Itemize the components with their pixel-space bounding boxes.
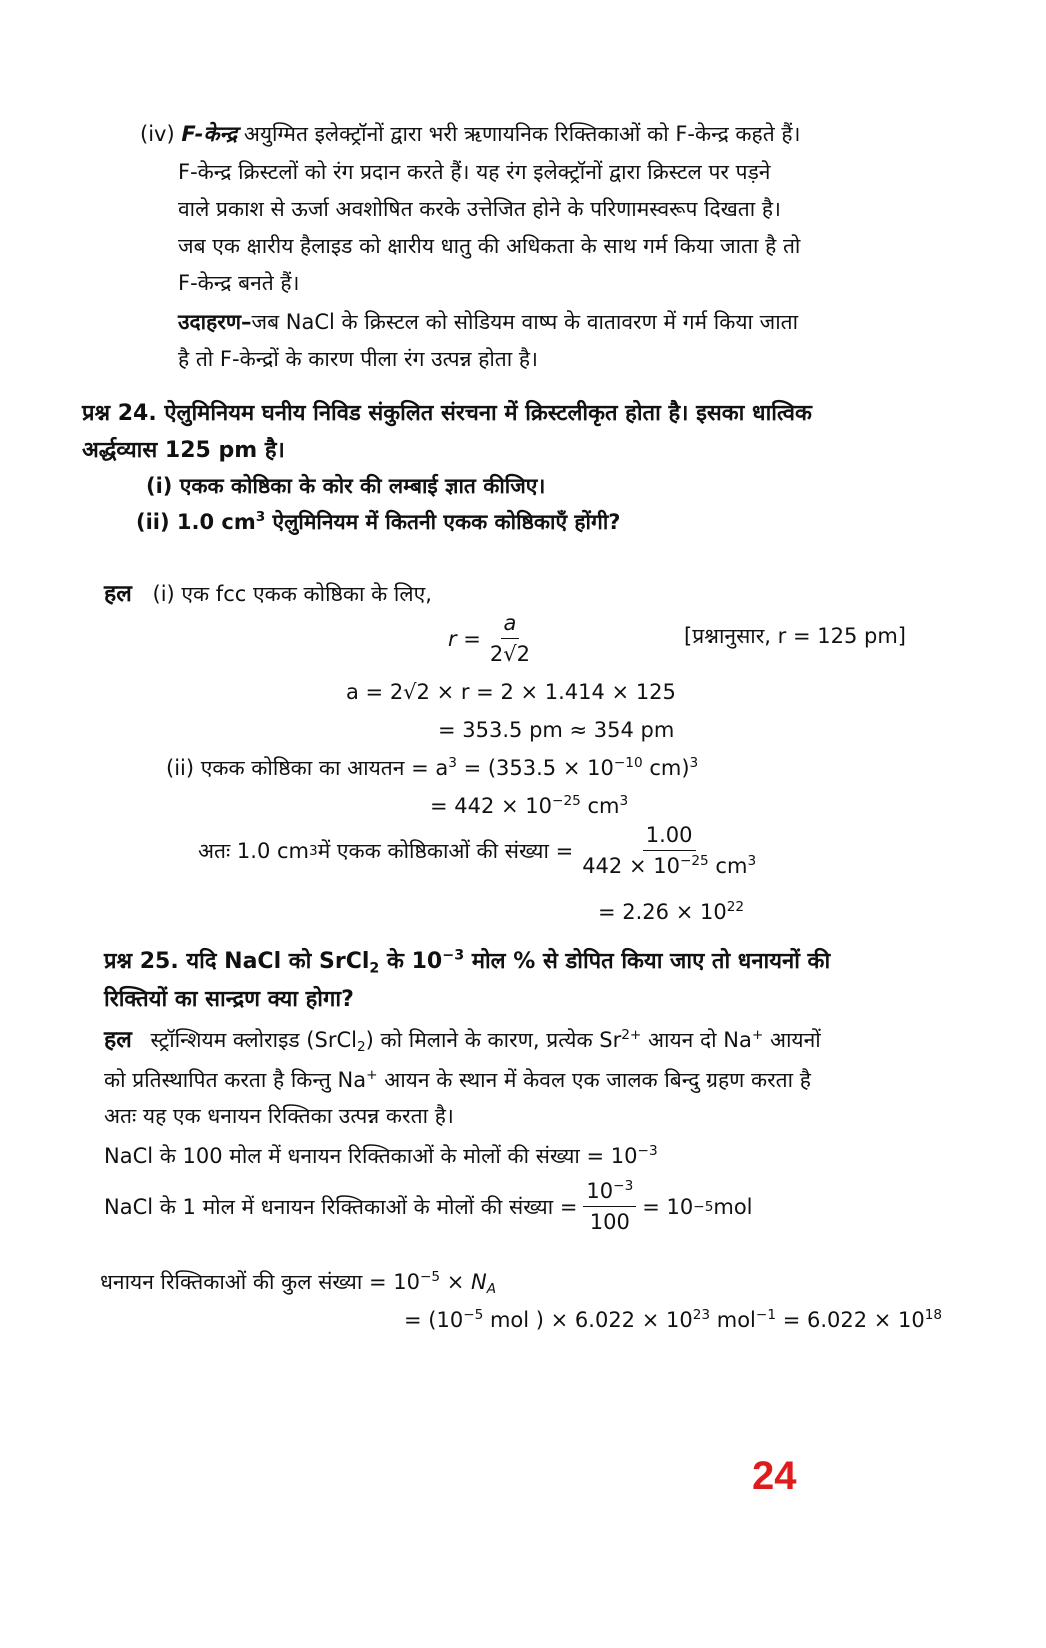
q25-text-a: यदि NaCl को SrCl bbox=[178, 949, 370, 974]
vol-a: (ii) एकक कोष्ठिका का आयतन = a bbox=[166, 756, 449, 780]
sol25-l1-a: स्ट्रॉन्शियम क्लोराइड (SrCl bbox=[150, 1028, 357, 1052]
q25-sub: 2 bbox=[369, 960, 380, 977]
sol24-number-result bbox=[598, 898, 744, 926]
vol2-d: 3 bbox=[619, 792, 629, 809]
q25-line-1 bbox=[104, 948, 830, 976]
sol24-volume-line bbox=[166, 754, 698, 782]
sol24-a-equation: a = 2√2 × r = 2 × 1.414 × 125 bbox=[346, 680, 676, 704]
iv-label: (iv) bbox=[140, 122, 175, 146]
example-text: जब NaCl के क्रिस्टल को सोडियम वाष्प के वातावरण में गर्म किया जाता bbox=[251, 310, 799, 334]
sol24-r-equation bbox=[448, 608, 533, 669]
q24-line-2: अर्द्धव्यास 125 pm है। bbox=[82, 438, 285, 463]
n-den-b: −25 bbox=[679, 852, 709, 869]
n-res-a: = 2.26 × 10 bbox=[598, 900, 727, 924]
sol25-l7-a: = (10 bbox=[404, 1308, 464, 1332]
iv-line-4: जब एक क्षारीय हैलाइड को क्षारीय धातु की अधिकता के साथ गर्म किया जाता है तो bbox=[178, 234, 801, 258]
example-label: उदाहरण– bbox=[178, 310, 252, 334]
sol25-l7-c: mol bbox=[710, 1308, 756, 1332]
sol25-l1-sup2: + bbox=[751, 1026, 764, 1043]
n-denominator bbox=[579, 851, 759, 881]
q24-label: प्रश्न 24. bbox=[82, 401, 157, 426]
n-res-b: 22 bbox=[726, 898, 745, 915]
vol-c: = (353.5 × 10 bbox=[456, 756, 614, 780]
vol2-a: = 442 × 10 bbox=[430, 794, 553, 818]
sol25-frac-num-b: −3 bbox=[613, 1177, 634, 1194]
sol25-line-7 bbox=[404, 1306, 942, 1334]
q25-sup: −3 bbox=[442, 947, 465, 964]
sol25-l7-d: = 6.022 × 10 bbox=[776, 1308, 925, 1332]
iv-line-3: वाले प्रकाश से ऊर्जा अवशोषित करके उत्तेजित होने के परिणामस्वरूप दिखता है। bbox=[178, 197, 782, 221]
q24-line-1 bbox=[82, 400, 812, 428]
sol25-l7-s3: −1 bbox=[755, 1306, 777, 1323]
sol24-condition: [प्रश्नानुसार, r = 125 pm] bbox=[684, 624, 906, 648]
q24-part-2-sup: 3 bbox=[255, 508, 266, 525]
sol25-line-4 bbox=[104, 1142, 658, 1170]
sol25-l7-b: mol ) × 6.022 × 10 bbox=[483, 1308, 693, 1332]
n-a: अतः 1.0 cm bbox=[198, 838, 310, 863]
q24-part-2-a: (ii) 1.0 cm bbox=[136, 510, 256, 534]
iv-line-2: F-केन्द्र क्रिस्टलों को रंग प्रदान करते हैं। यह रंग इलेक्ट्रॉनों द्वारा क्रिस्टल पर पड़ने bbox=[178, 160, 771, 184]
sol25-l1-sub: 2 bbox=[356, 1039, 366, 1056]
n-den-a: 442 × 10 bbox=[582, 854, 680, 878]
sol25-l2-sup: + bbox=[366, 1066, 378, 1083]
n-den-d: 3 bbox=[747, 852, 757, 869]
sol25-l1-c: आयन दो Na bbox=[641, 1028, 752, 1052]
iv-example-line-1 bbox=[178, 308, 798, 336]
iv-heading: F-केन्द्र bbox=[181, 122, 238, 146]
sol25-l5-b: = 10 bbox=[642, 1194, 694, 1219]
q24-text: ऐलुमिनियम घनीय निविड संकुलित संरचना में क्रिस्टलीकृत होता है। इसका धात्विक bbox=[164, 401, 812, 426]
sol25-l4-a: NaCl के 100 मोल में धनायन रिक्तिकाओं के मोलों की संख्या = 10 bbox=[104, 1144, 638, 1168]
q25-text-c: मोल % से डोपित किया जाए तो धनायनों की bbox=[464, 949, 831, 974]
q24-part-2 bbox=[136, 508, 620, 536]
sol25-l7-s2: 23 bbox=[692, 1306, 711, 1323]
sol25-hal: हल bbox=[104, 1027, 132, 1053]
sol25-frac-num bbox=[583, 1176, 636, 1207]
sol25-l1-sup1: 2+ bbox=[621, 1026, 642, 1043]
sol25-line-1 bbox=[104, 1026, 821, 1054]
sol25-l2-b: आयन के स्थान में केवल एक जालक बिन्दु ग्रहण करता है bbox=[377, 1068, 811, 1092]
q25-text-b: के 10 bbox=[379, 949, 443, 974]
sol25-line-2 bbox=[104, 1066, 811, 1094]
sol24-volume-result bbox=[430, 792, 628, 820]
vol2-c: cm bbox=[580, 794, 620, 818]
sol25-l7-s4: 18 bbox=[924, 1306, 943, 1323]
n-fraction bbox=[579, 820, 759, 881]
sol25-l6-sub: A bbox=[486, 1281, 497, 1298]
q24-part-1: (i) एकक कोष्ठिका के कोर की लम्बाई ज्ञात कीजिए। bbox=[146, 474, 546, 498]
sol25-l2-a: को प्रतिस्थापित करता है किन्तु Na bbox=[104, 1068, 367, 1092]
sol24-intro-text: (i) एक fcc एकक कोष्ठिका के लिए, bbox=[152, 582, 432, 606]
r-denominator: 2√2 bbox=[489, 642, 531, 666]
sol25-l4-sup: −3 bbox=[637, 1142, 658, 1159]
sol25-l5-c: mol bbox=[713, 1194, 753, 1219]
sol25-line-3: अतः यह एक धनायन रिक्तिका उत्पन्न करता है। bbox=[104, 1104, 454, 1128]
sol25-l1-d: आयनों bbox=[763, 1028, 821, 1052]
sol25-frac-den: 100 bbox=[589, 1210, 630, 1234]
iv-text: अयुग्मित इलेक्ट्रॉनों द्वारा भरी ऋणायनिक रिक्तिकाओं को F-केन्द्र कहते हैं। bbox=[243, 122, 801, 146]
r-lhs: r = bbox=[448, 626, 481, 651]
n-c: में एकक कोष्ठिकाओं की संख्या = bbox=[317, 838, 574, 863]
q24-part-2-b: ऐलुमिनियम में कितनी एकक कोष्ठिकाएँ होंगी? bbox=[265, 510, 621, 534]
sol25-l1-b: ) को मिलाने के कारण, प्रत्येक Sr bbox=[365, 1028, 622, 1052]
vol-e: cm) bbox=[642, 756, 690, 780]
sol25-l7-s1: −5 bbox=[463, 1306, 484, 1323]
vol-b: 3 bbox=[448, 754, 457, 771]
sol25-fraction bbox=[583, 1176, 636, 1237]
sol24-a-result: = 353.5 pm ≈ 354 pm bbox=[438, 718, 675, 742]
page-number: 24 bbox=[752, 1454, 797, 1498]
iv-line-5: F-केन्द्र बनते हैं। bbox=[178, 271, 300, 295]
sol25-l5-a: NaCl के 1 मोल में धनायन रिक्तिकाओं के मोलों की संख्या = bbox=[104, 1194, 578, 1219]
r-numerator: a bbox=[501, 608, 520, 639]
sol24-number-line: अतः 1.0 cm 3 में एकक कोष्ठिकाओं की संख्या = $\frac{1.00}{442 \times 10^{-25} cm^3}$ bbox=[198, 820, 759, 881]
iv-example-line-2: है तो F-केन्द्रों के कारण पीला रंग उत्पन्न होता है। bbox=[178, 347, 538, 371]
sol25-line-5: NaCl के 1 मोल में धनायन रिक्तिकाओं के मोलों की संख्या = $\frac{10^{-3}}{100}$ = 10 −5 mol bbox=[104, 1176, 753, 1237]
n-den-c: cm bbox=[708, 854, 748, 878]
n-numerator: 1.00 bbox=[643, 820, 696, 851]
sol25-frac-num-a: 10 bbox=[586, 1179, 614, 1203]
sol24-hal: हल bbox=[104, 581, 132, 607]
sol25-l6-a: धनायन रिक्तिकाओं की कुल संख्या = 10 bbox=[100, 1270, 420, 1294]
sol25-l6-b: × N bbox=[440, 1270, 487, 1294]
q25-line-2: रिक्तियों का सान्द्रण क्या होगा? bbox=[104, 987, 354, 1012]
sol25-line-6 bbox=[100, 1268, 496, 1296]
q25-label: प्रश्न 25. bbox=[104, 949, 179, 974]
vol-d: −10 bbox=[613, 754, 643, 771]
vol-f: 3 bbox=[689, 754, 699, 771]
r-fraction bbox=[487, 608, 533, 669]
sol25-l6-sup: −5 bbox=[419, 1268, 441, 1285]
iv-line-1 bbox=[140, 120, 800, 148]
vol2-b: −25 bbox=[552, 792, 581, 809]
sol24-intro bbox=[104, 580, 432, 608]
